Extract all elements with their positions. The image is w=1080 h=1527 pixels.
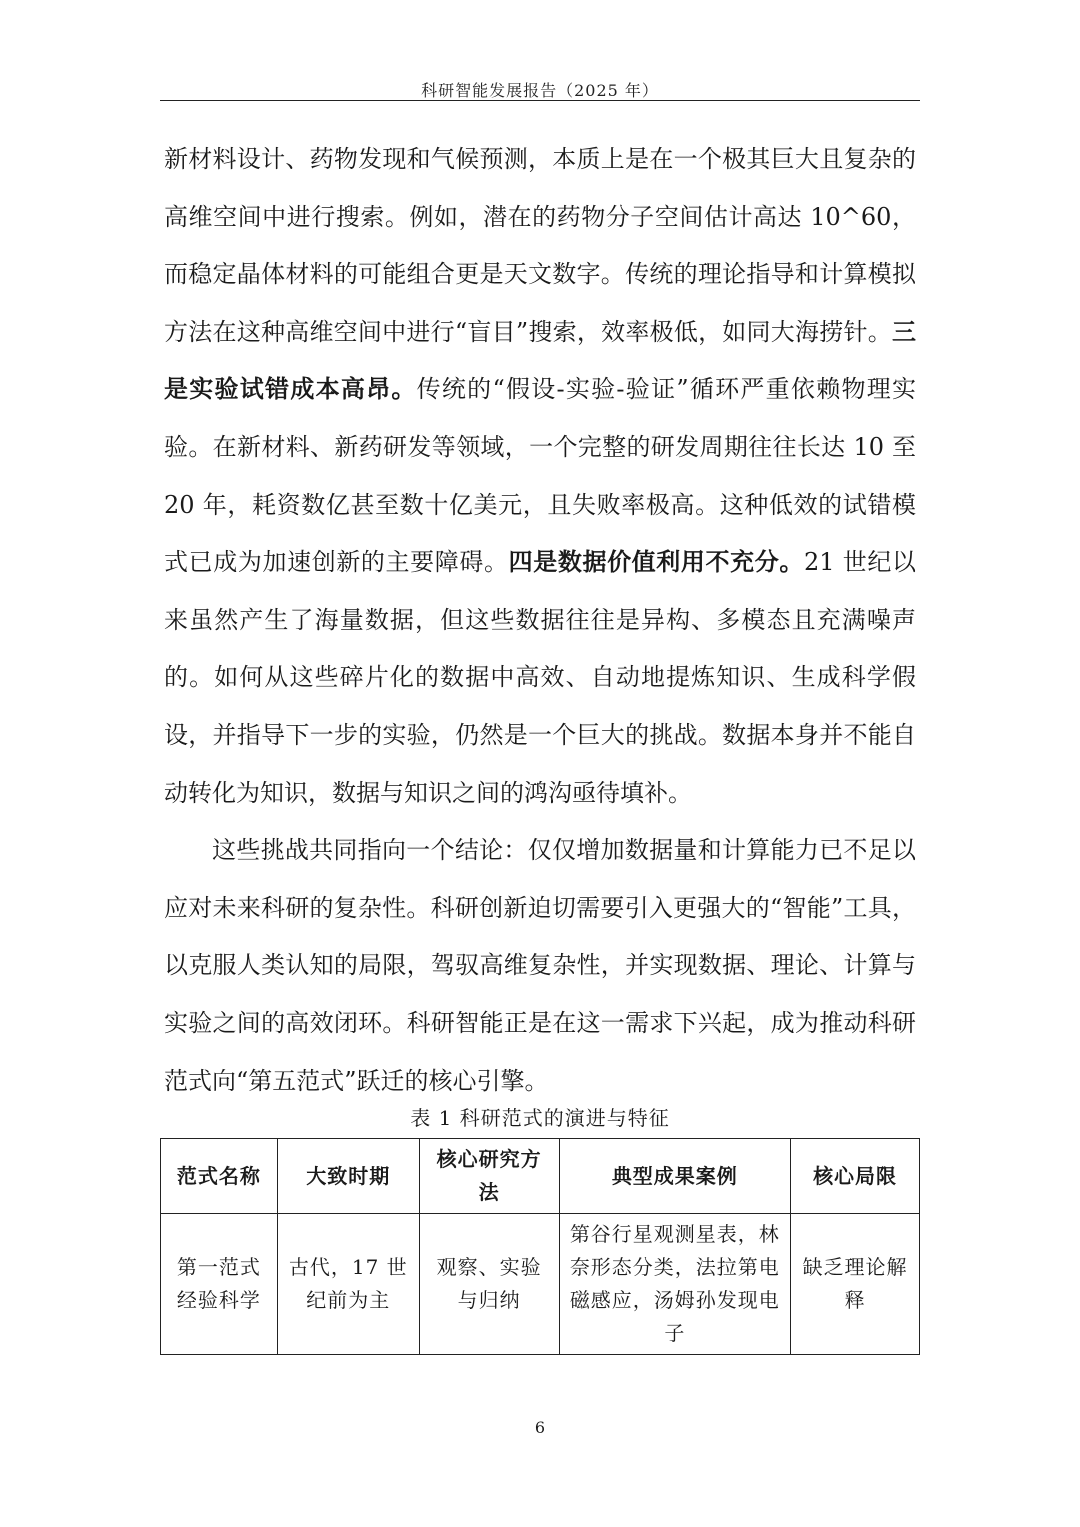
challenge-three-heading: 三是实验试错成本高昂。: [164, 317, 916, 404]
cell-limitation: 缺乏理论解释: [791, 1214, 920, 1355]
header-paradigm-name: 范式名称: [161, 1139, 278, 1214]
cell-paradigm-name: 第一范式经验科学: [161, 1214, 278, 1355]
cell-cases: 第谷行星观测星表，林奈形态分类，法拉第电磁感应，汤姆孙发现电子: [559, 1214, 791, 1355]
challenges-text-3: 21 世纪以来虽然产生了海量数据，但这些数据往往是异构、多模态且充满噪声的。如何从这些碎片化的数据中高效、自动地提炼知识、生成科学假设，并指导下一步的实验，仍然是一个巨大的挑战。数据本身并不能自动转化为知识，数据与知识之间的鸿沟亟待填补。: [164, 548, 917, 807]
challenges-text-1: 新材料设计、药物发现和气候预测，本质上是在一个极其巨大且复杂的高维空间中进行搜索。例如，潜在的药物分子空间估计高达 10^60，而稳定晶体材料的可能组合更是天文数字。传统的理论指导和计算模拟方法在这种高维空间中进行“盲目”搜索，效率极低，如同大海捞针。: [164, 145, 916, 346]
table-header-row: [161, 1139, 920, 1214]
body-text: [164, 131, 916, 1110]
header-rule: [160, 100, 920, 101]
challenges-text-2: 传统的“假设-实验-验证”循环严重依赖物理实验。在新材料、新药研发等领域，一个完整的研发周期往往长达 10 至 20 年，耗资数亿甚至数十亿美元，且失败率极高。这种低效的试错模式已成为加速创新的主要障碍。: [164, 375, 916, 577]
paragraph-conclusion: 这些挑战共同指向一个结论：仅仅增加数据量和计算能力已不足以应对未来科研的复杂性。科研创新迫切需要引入更强大的“智能”工具，以克服人类认知的局限，驾驭高维复杂性，并实现数据、理论、计算与实验之间的高效闭环。科研智能正是在这一需求下兴起，成为推动科研范式向“第五范式”跃迁的核心引擎。: [164, 836, 916, 1095]
header-limitation: 核心局限: [791, 1139, 920, 1214]
header-method: 核心研究方法: [419, 1139, 559, 1214]
header-cases: 典型成果案例: [559, 1139, 791, 1214]
paragraph-challenges: [164, 131, 916, 822]
cell-method: 观察、实验与归纳: [419, 1214, 559, 1355]
cell-period: 古代，17 世纪前为主: [277, 1214, 419, 1355]
paradigm-table: [160, 1138, 920, 1355]
table-row: [161, 1214, 920, 1355]
header-period: 大致时期: [277, 1139, 419, 1214]
page-number: 6: [534, 1418, 546, 1437]
table-caption: 表 1 科研范式的演进与特征: [410, 1106, 670, 1130]
challenge-four-heading: 四是数据价值利用不充分。: [508, 548, 804, 577]
running-header: 科研智能发展报告（2025 年）: [421, 81, 659, 100]
